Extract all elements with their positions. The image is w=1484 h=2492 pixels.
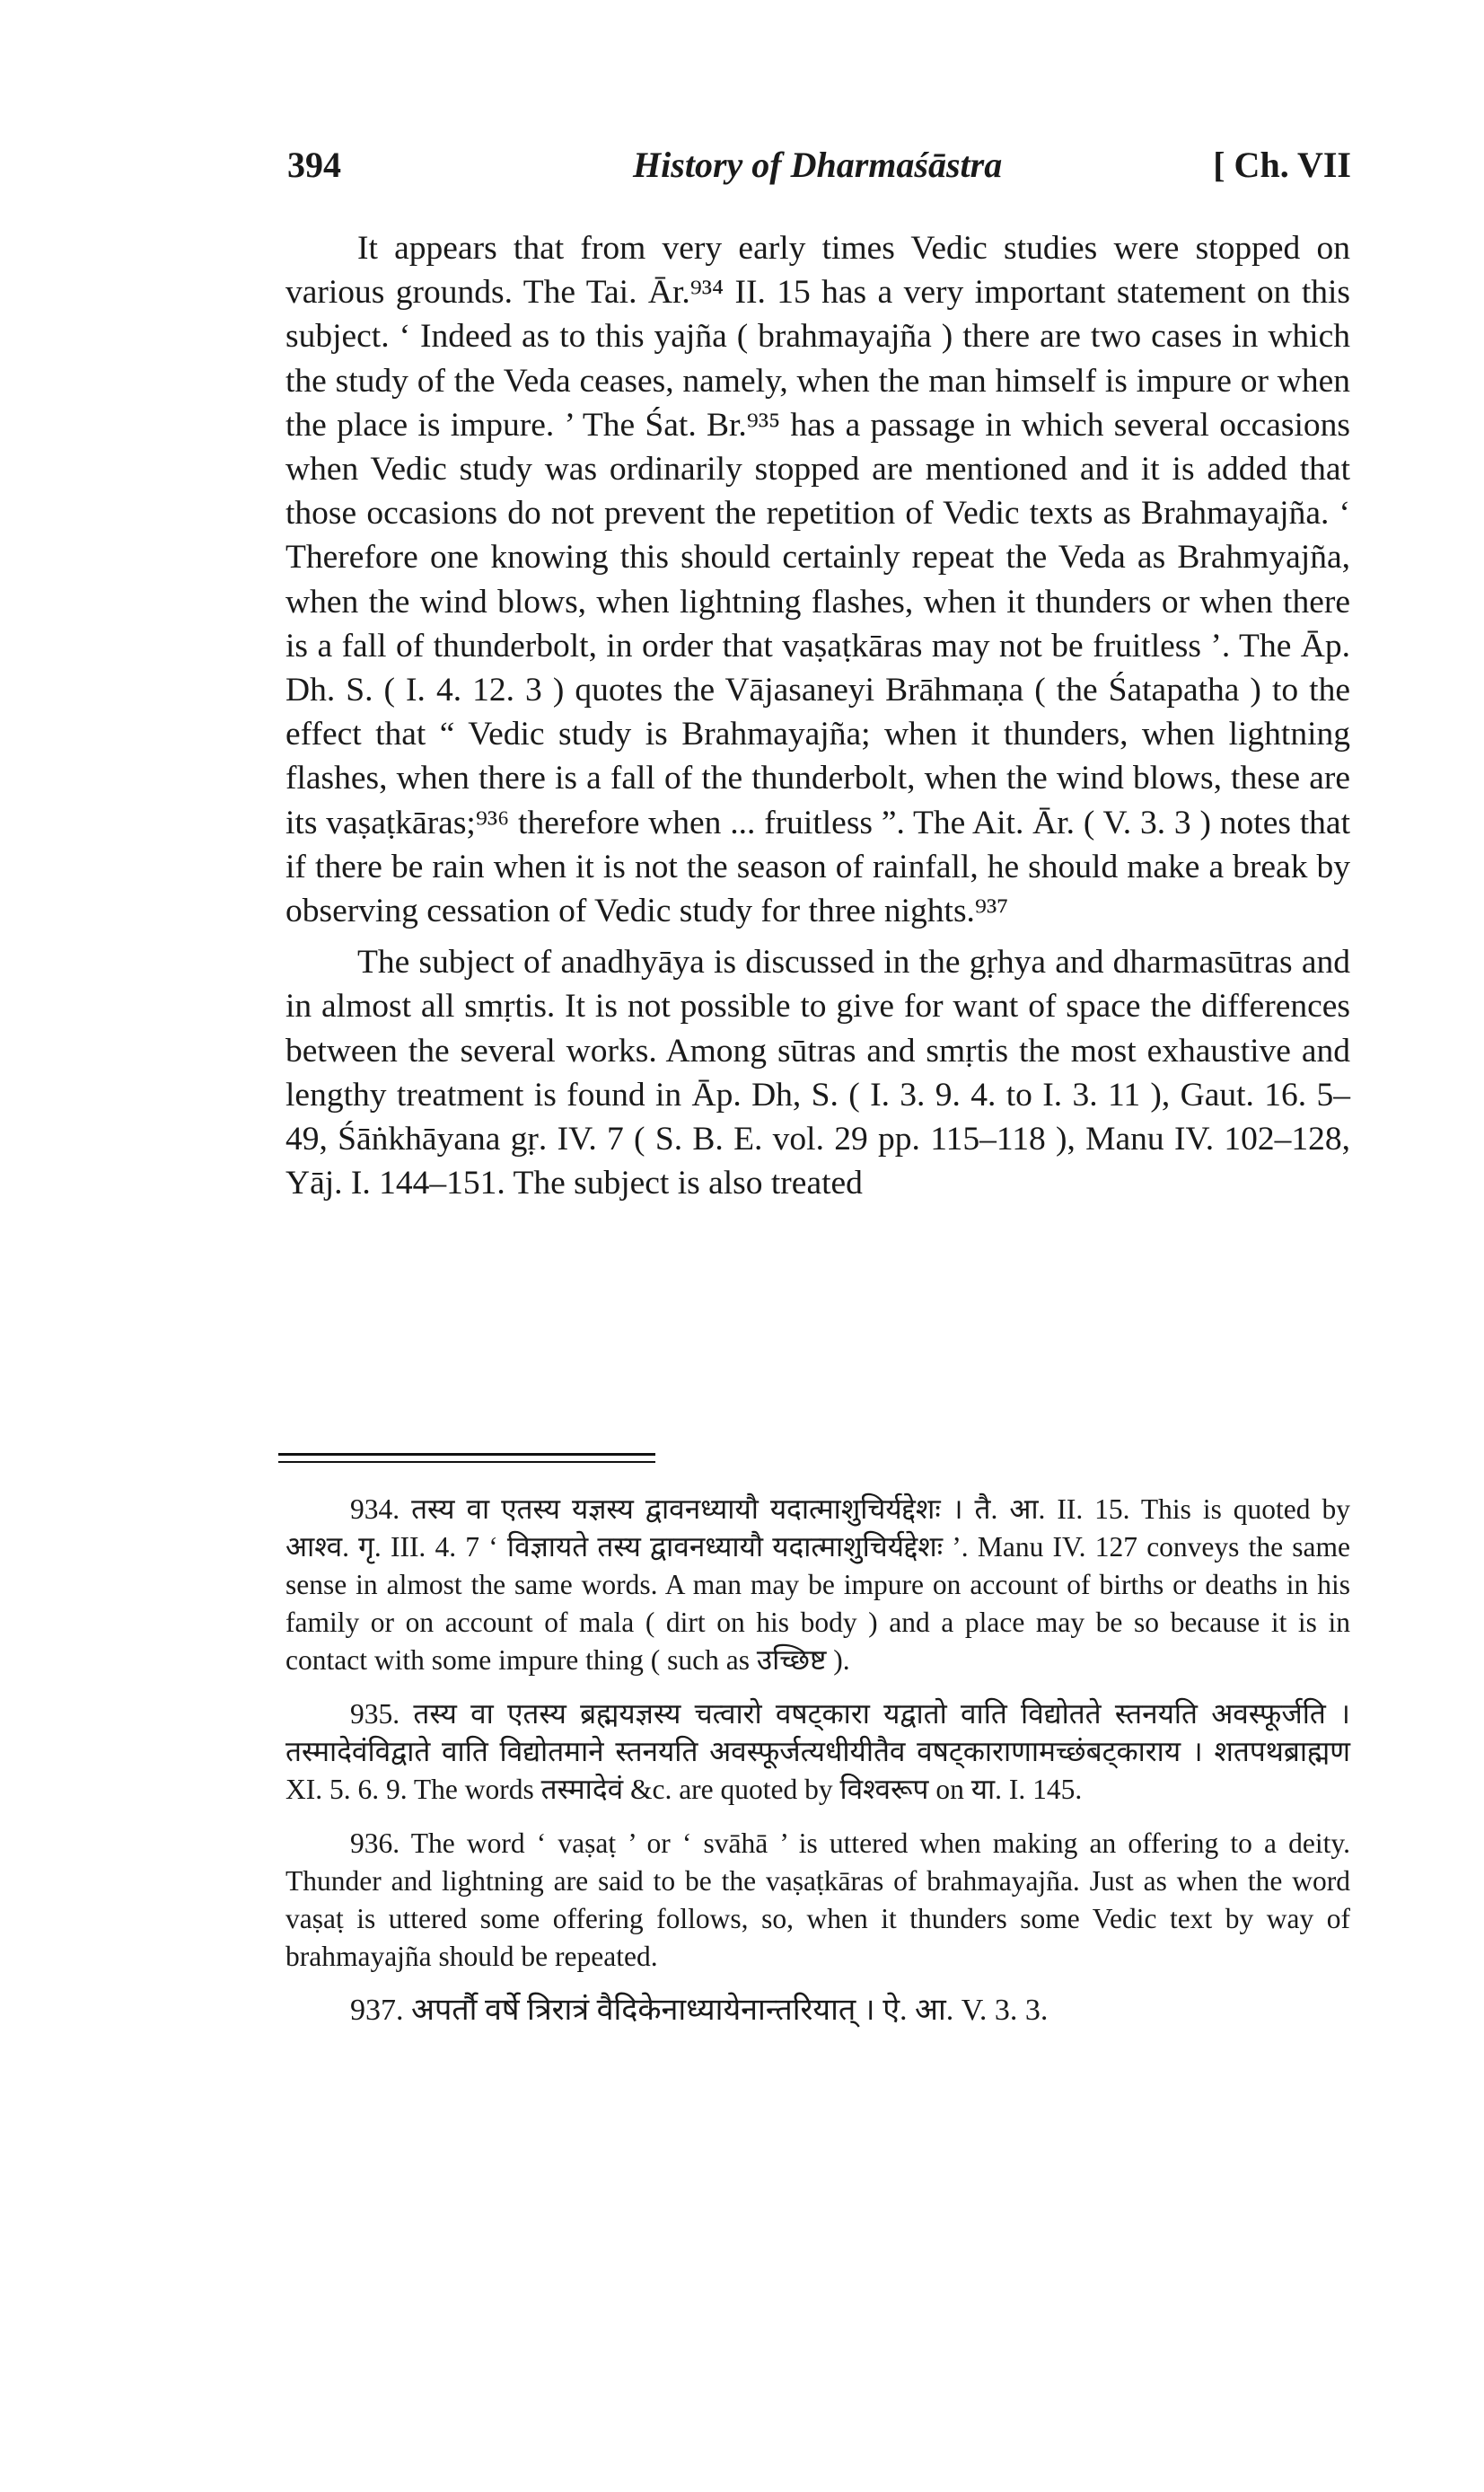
running-title: History of Dharmaśāstra: [633, 145, 1003, 185]
footnotes: [285, 1491, 1350, 2046]
footnote-936: 936. The word ‘ vaṣaṭ ’ or ‘ svāhā ’ is uttered when making an offering to a deity. Thunder and lightning are said to be the vaṣaṭkāras of brahmayajña. Just as when the word vaṣaṭ is uttered some offering follows, so, when it thunders some Vedic text by way of brahmayajña should be repeated.: [285, 1827, 1350, 1972]
footnote-934: 934. तस्य वा एतस्य यज्ञस्य द्वावनध्यायौ यदात्माशुचिर्यद्देशः । तै. आ. II. 15. This is quoted by आश्व. गृ. III. 4. 7 ‘ विज्ञायते तस्य द्वावनध्यायौ यदात्माशुचिर्यद्देशः ’. Manu IV. 127 conveys the same sense in almost the same words. A man may be impure on account of births or deaths in his family or on account of mala ( dirt on his body ) and a place may be so because it is in contact with some impure thing ( such as उच्छिष्ट ).: [285, 1493, 1350, 1676]
footnote-937: 937. अपर्तौ वर्षे त्रिरात्रं वैदिकेनाध्यायेनान्तरियात् । ऐ. आ. V. 3. 3.: [350, 1994, 1049, 2027]
footnote-935: 935. तस्य वा एतस्य ब्रह्मयज्ञस्य चत्वारो वषट्कारा यद्वातो वाति विद्योतते स्तनयति अवस्फूर्जति । तस्मादेवंविद्वाते वाति विद्योतमाने स्तनयति अवस्फूर्जत्यधीयीतैव वषट्काराणामच्छंबट्काराय । शतपथब्राह्मण XI. 5. 6. 9. The words तस्मादेवं &c. are quoted by विश्वरूप on या. I. 145.: [285, 1698, 1350, 1805]
page-number: 394: [287, 145, 341, 185]
chapter-label: [ Ch. VII: [1213, 145, 1351, 185]
paragraph-1: It appears that from very early times Vedic studies were stopped on various grounds. The Tai. Ār.⁹³⁴ II. 15 has a very important statement on this subject. ‘ Indeed as to this yajña ( brahmayajña ) there are two cases in which the study of the Veda ceases, namely, when the man himself is impure or when the place is impure. ’ The Śat. Br.⁹³⁵ has a passage in which several occasions when Vedic study was ordinarily stopped are mentioned and it is added that those occasions do not prevent the repetition of Vedic texts as Brahmayajña. ‘ Therefore one knowing this should certainly repeat the Veda as Brahmyajña, when the wind blows, when lightning flashes, when it thunders or when there is a fall of thunderbolt, in order that vaṣaṭkāras may not be fruitless ’. The Āp. Dh. S. ( I. 4. 12. 3 ) quotes the Vājasaneyi Brāhmaṇa ( the Śatapatha ) to the effect that “ Vedic study is Brahmayajña; when it thunders, when lightning flashes, when there is a fall of the thunderbolt, when the wind blows, these are its vaṣaṭkāras;⁹³⁶ therefore when ... fruitless ”. The Ait. Ār. ( V. 3. 3 ) notes that if there be rain when it is not the season of rainfall, he should make a break by observing cessation of Vedic study for three nights.⁹³⁷: [285, 230, 1350, 930]
running-header: [287, 144, 1351, 198]
footnote-separator: [278, 1453, 655, 1463]
paragraph-2: The subject of anadhyāya is discussed in the gṛhya and dharmasūtras and in almost all smṛtis. It is not possible to give for want of space the differences between the several works. Among sūtras and smṛtis the most exhaustive and lengthy treatment is found in Āp. Dh, S. ( I. 3. 9. 4. to I. 3. 11 ), Gaut. 16. 5–49, Śāṅkhāyana gṛ. IV. 7 ( S. B. E. vol. 29 pp. 115–118 ), Manu IV. 102–128, Yāj. I. 144–151. The subject is also treated: [285, 944, 1350, 1202]
main-text: [285, 226, 1350, 1205]
